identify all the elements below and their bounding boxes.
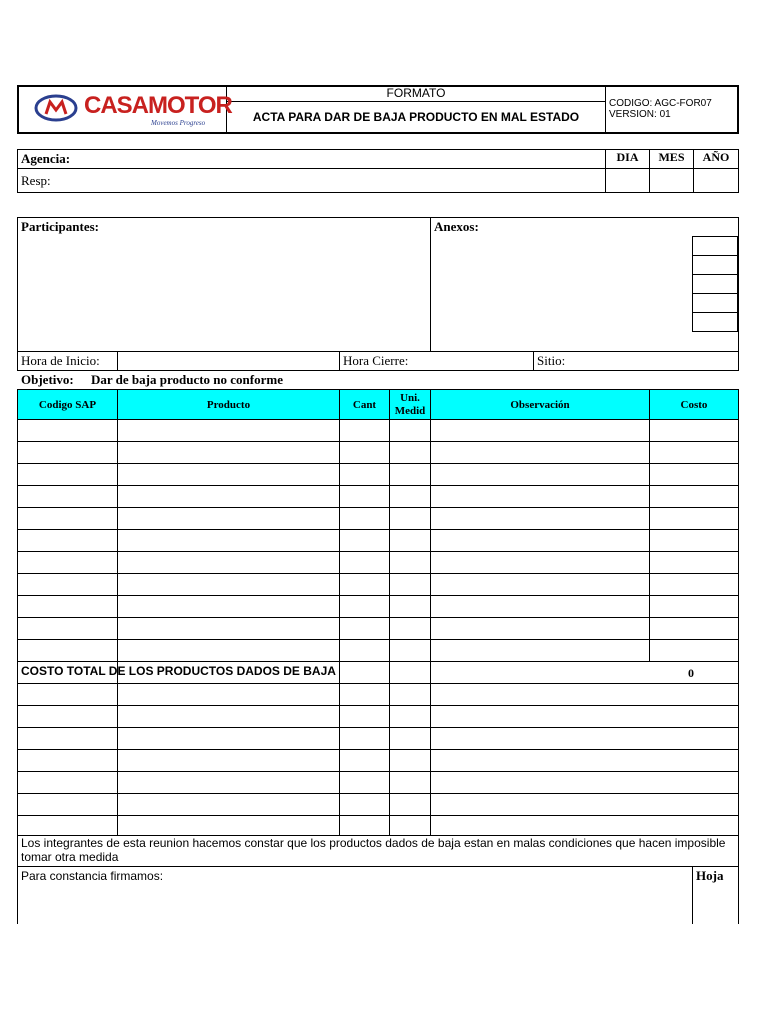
col-codigo-sap: Codigo SAP xyxy=(38,398,97,411)
annex-boxes xyxy=(692,236,738,332)
logo-wordmark: CASAMOTOR xyxy=(84,92,232,119)
company-logo xyxy=(34,92,232,130)
divider xyxy=(117,390,118,836)
divider xyxy=(18,351,738,352)
objetivo-label: Objetivo: xyxy=(21,372,74,387)
table-row xyxy=(18,617,738,618)
divider xyxy=(430,218,431,351)
divider xyxy=(339,352,340,371)
table-row xyxy=(18,771,738,772)
table-row xyxy=(18,485,738,486)
objetivo-value: Dar de baja producto no conforme xyxy=(91,372,283,387)
table-row xyxy=(18,595,738,596)
participantes-label: Participantes: xyxy=(21,219,99,234)
total-label: COSTO TOTAL DE LOS PRODUCTOS DADOS DE BAJA xyxy=(21,664,336,678)
table-row xyxy=(18,815,738,816)
col-observacion: Observación xyxy=(510,398,570,411)
divider xyxy=(389,390,390,836)
table-row xyxy=(18,727,738,728)
table-row xyxy=(18,661,738,662)
anexos-label: Anexos: xyxy=(434,219,479,234)
format-label: FORMATO xyxy=(386,86,446,100)
hoja-label: Hoja xyxy=(696,868,724,883)
hora-inicio-label: Hora de Inicio: xyxy=(21,353,100,368)
table-row xyxy=(18,573,738,574)
table-row xyxy=(18,551,738,552)
table-row xyxy=(18,639,738,640)
logo-emblem-icon xyxy=(34,94,82,122)
divider xyxy=(693,255,738,256)
table-row xyxy=(18,507,738,508)
divider xyxy=(693,293,738,294)
document-code: CODIGO: AGC-FOR07 xyxy=(609,98,712,109)
table-row xyxy=(18,529,738,530)
divider xyxy=(430,390,431,836)
logo-tagline: Movemos Progreso xyxy=(151,119,206,127)
document-title: ACTA PARA DAR DE BAJA PRODUCTO EN MAL ESTADO xyxy=(252,110,580,124)
divider xyxy=(649,390,650,661)
table-row xyxy=(18,749,738,750)
hora-cierre-label: Hora Cierre: xyxy=(343,353,409,368)
divider xyxy=(692,867,693,924)
divider xyxy=(117,352,118,371)
agencia-label: Agencia: xyxy=(21,151,71,166)
divider xyxy=(533,352,534,371)
table-row xyxy=(18,683,738,684)
table-row xyxy=(18,705,738,706)
divider xyxy=(339,390,340,836)
divider xyxy=(693,312,738,313)
col-cant: Cant xyxy=(352,398,377,411)
meeting-block xyxy=(17,217,739,371)
table-row xyxy=(18,463,738,464)
constancia-label: Para constancia firmamos: xyxy=(21,869,164,883)
sitio-label: Sitio: xyxy=(537,353,566,368)
dia-label: DIA xyxy=(616,150,639,164)
divider xyxy=(18,419,738,420)
resp-label: Resp: xyxy=(21,173,51,188)
divider xyxy=(18,168,738,169)
col-producto: Producto xyxy=(206,398,251,411)
total-value: 0 xyxy=(688,666,694,680)
product-table xyxy=(17,389,739,836)
table-row xyxy=(18,441,738,442)
table-row xyxy=(18,793,738,794)
document-version: VERSION: 01 xyxy=(609,109,671,120)
statement-text: Los integrantes de esta reunion hacemos constar que los productos dados de baja estan en malas condiciones que hacen imposible tomar otra medida xyxy=(21,836,726,864)
divider xyxy=(605,86,606,133)
mes-label: MES xyxy=(658,150,685,164)
col-unidad-medida: Uni. Medid xyxy=(394,392,426,417)
anio-label: AÑO xyxy=(702,150,730,164)
col-costo: Costo xyxy=(680,398,708,411)
divider xyxy=(693,274,738,275)
